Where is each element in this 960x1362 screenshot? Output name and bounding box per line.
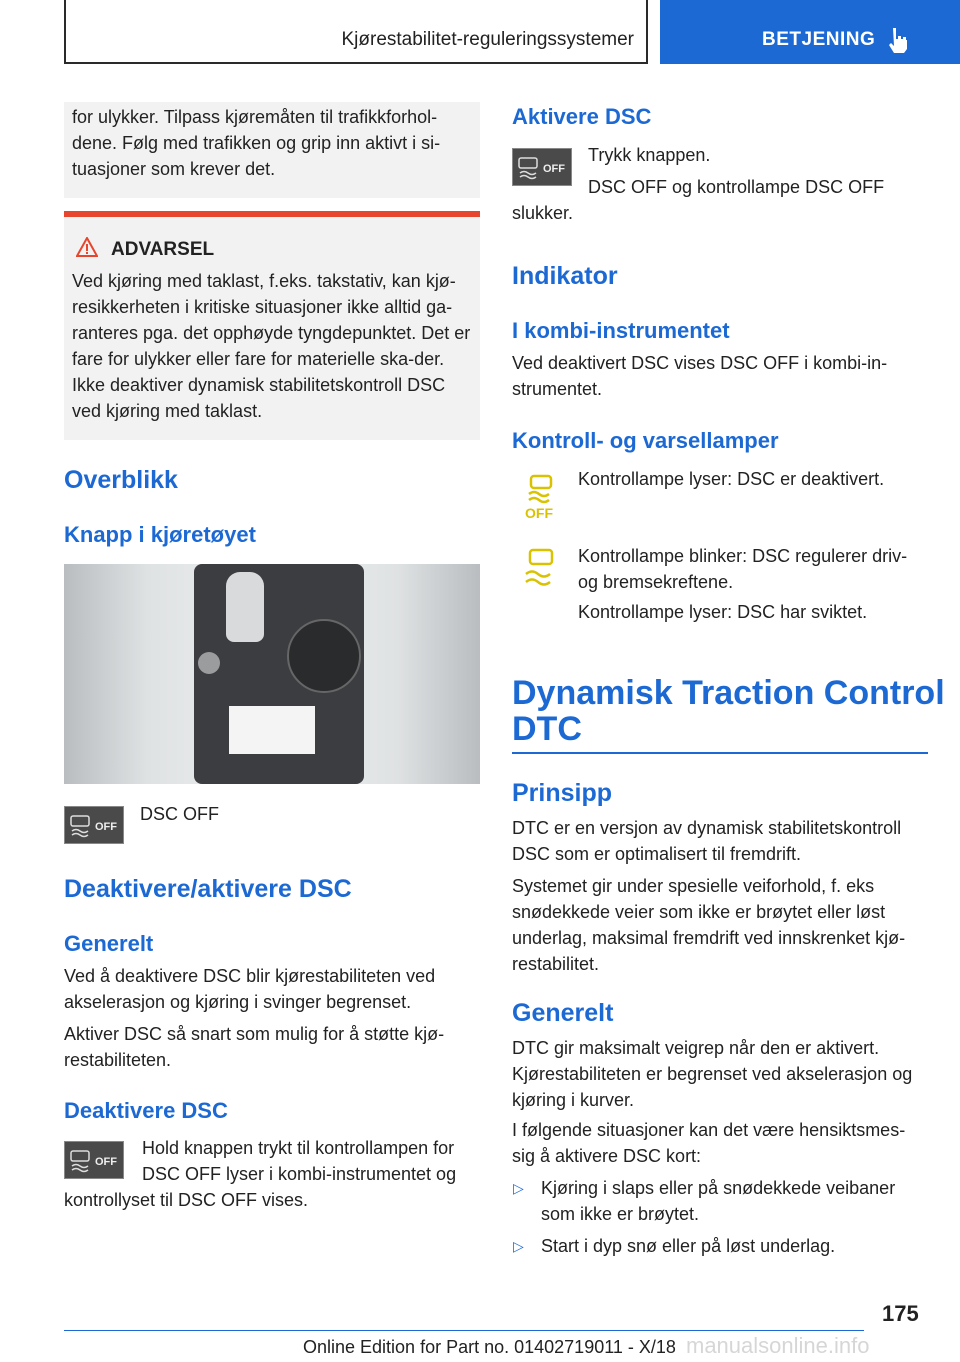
- heading-deaktivere-aktivere: Deaktivere/aktivere DSC: [64, 875, 352, 903]
- page-number: 175: [882, 1301, 919, 1326]
- dsc-warning-lamp-icon: [518, 546, 564, 598]
- header-chapter-title: BETJENING: [762, 29, 876, 50]
- warning-triangle-icon: [76, 237, 98, 257]
- lamp2b-text: Kontrollampe lyser: DSC har sviktet.: [578, 602, 868, 622]
- dtc-title-line1: Dynamisk Traction Control: [512, 674, 945, 712]
- heading-knapp: Knapp i kjøretøyet: [64, 522, 256, 547]
- deaktivere-p3: kontrollyset til DSC OFF vises.: [64, 1190, 309, 1210]
- dsc-off-label: DSC OFF: [140, 804, 219, 824]
- svg-text:OFF: OFF: [95, 1156, 117, 1168]
- dsc-off-warning-lamp-icon: [520, 472, 562, 524]
- intro-box: [64, 102, 480, 198]
- heading-overblikk: Overblikk: [64, 466, 178, 494]
- warning-box: [64, 217, 480, 440]
- dsc-off-button-icon: [64, 806, 124, 844]
- controller-knob: [287, 619, 361, 693]
- aktivere-p2: DSC OFF og kontrollampe DSC OFF: [588, 177, 885, 197]
- header-section-title: Kjørestabilitet-reguleringssystemer: [341, 29, 634, 50]
- dsc-off-button-icon: [512, 148, 572, 186]
- console-photo: [64, 564, 480, 784]
- bullet2-text: Start i dyp snø eller på løst underlag.: [541, 1236, 836, 1256]
- kombi-text: Ved deaktivert DSC vises DSC OFF i kombi-in-strumentet.: [512, 353, 888, 399]
- start-stop-button: [198, 652, 220, 674]
- title-divider: [512, 752, 928, 754]
- bullet1-text: Kjøring i slaps eller på snødekkede veibaner som ikke er brøytet.: [541, 1178, 896, 1224]
- generelt-right-p2: I følgende situasjoner kan det være hensiktsmes-sig å aktivere DSC kort:: [512, 1120, 906, 1166]
- aktivere-p1: Trykk knappen.: [588, 145, 711, 165]
- heading-generelt-right: Generelt: [512, 999, 614, 1027]
- dtc-title-line2: DTC: [512, 710, 582, 748]
- heading-kombi: I kombi-instrumentet: [512, 318, 730, 343]
- footer-edition: Online Edition for Part no. 01402719011 - X/18: [303, 1337, 676, 1357]
- deaktivere-p2: DSC OFF lyser i kombi-instrumentet og: [142, 1164, 457, 1184]
- heading-generelt-left: Generelt: [64, 931, 154, 956]
- heading-prinsipp: Prinsipp: [512, 779, 613, 807]
- lamp1-text: Kontrollampe lyser: DSC er deaktivert.: [578, 469, 885, 489]
- bullet-marker: ▷: [513, 1180, 524, 1196]
- console-tray: [229, 706, 315, 754]
- deaktivere-p1: Hold knappen trykt til kontrollampen for: [142, 1138, 455, 1158]
- gear-selector: [226, 572, 264, 642]
- generelt-left-p1: Ved å deaktivere DSC blir kjørestabiliteten ved akselerasjon og kjøring i svinger begrenset.: [64, 966, 436, 1012]
- svg-text:OFF: OFF: [525, 505, 553, 521]
- hand-pointer-icon: [886, 26, 910, 54]
- bullet-marker: ▷: [513, 1238, 524, 1254]
- dsc-off-button-icon: [64, 1141, 124, 1179]
- warning-title: ADVARSEL: [111, 239, 215, 260]
- svg-text:OFF: OFF: [95, 821, 117, 833]
- prinsipp-p2: Systemet gir under spesielle veiforhold, f. eks snødekkede veier som ikke er brøytet eller løst underlag, maksimal fremdrift ved innskrenket kjø-restabilitet.: [512, 876, 906, 974]
- lamp2a-text: Kontrollampe blinker: DSC regulerer driv- og bremsekreftene.: [578, 546, 908, 592]
- prinsipp-p1: DTC er en versjon av dynamisk stabilitetskontroll DSC som er optimalisert til fremdrift.: [512, 818, 902, 864]
- generelt-right-p1: DTC gir maksimalt veigrep når den er aktivert. Kjørestabiliteten er begrenset ved akselerasjon og kjøring i kurver.: [512, 1038, 913, 1110]
- heading-aktivere: Aktivere DSC: [512, 104, 652, 129]
- heading-kontroll: Kontroll- og varsellamper: [512, 428, 779, 453]
- generelt-left-p2: Aktiver DSC så snart som mulig for å støtte kjø-restabiliteten.: [64, 1024, 445, 1070]
- intro-text: for ulykker. Tilpass kjøremåten til trafikkforhol-dene. Følg med trafikken og grip inn aktivt i si-tuasjoner som krever det.: [72, 107, 441, 179]
- footer-rule: [64, 1330, 864, 1331]
- warning-text: Ved kjøring med taklast, f.eks. takstativ, kan kjø-resikkerheten i kritiske situasjoner ikke alltid ga-ranteres pga. det opphøyde tyngdepunktet. Det er fare for ulykker eller fare for materielle ska-der. Ikke deaktiver dynamisk stabilitetskontroll DSC ved kjøring med taklast.: [72, 271, 471, 421]
- header-section-box: [64, 0, 648, 64]
- header-chapter-tab: [660, 0, 960, 64]
- svg-text:OFF: OFF: [543, 163, 565, 175]
- heading-indikator: Indikator: [512, 262, 618, 290]
- aktivere-p3: slukker.: [512, 203, 574, 223]
- heading-deaktivere: Deaktivere DSC: [64, 1098, 228, 1123]
- watermark: manualsonline.info: [686, 1333, 870, 1358]
